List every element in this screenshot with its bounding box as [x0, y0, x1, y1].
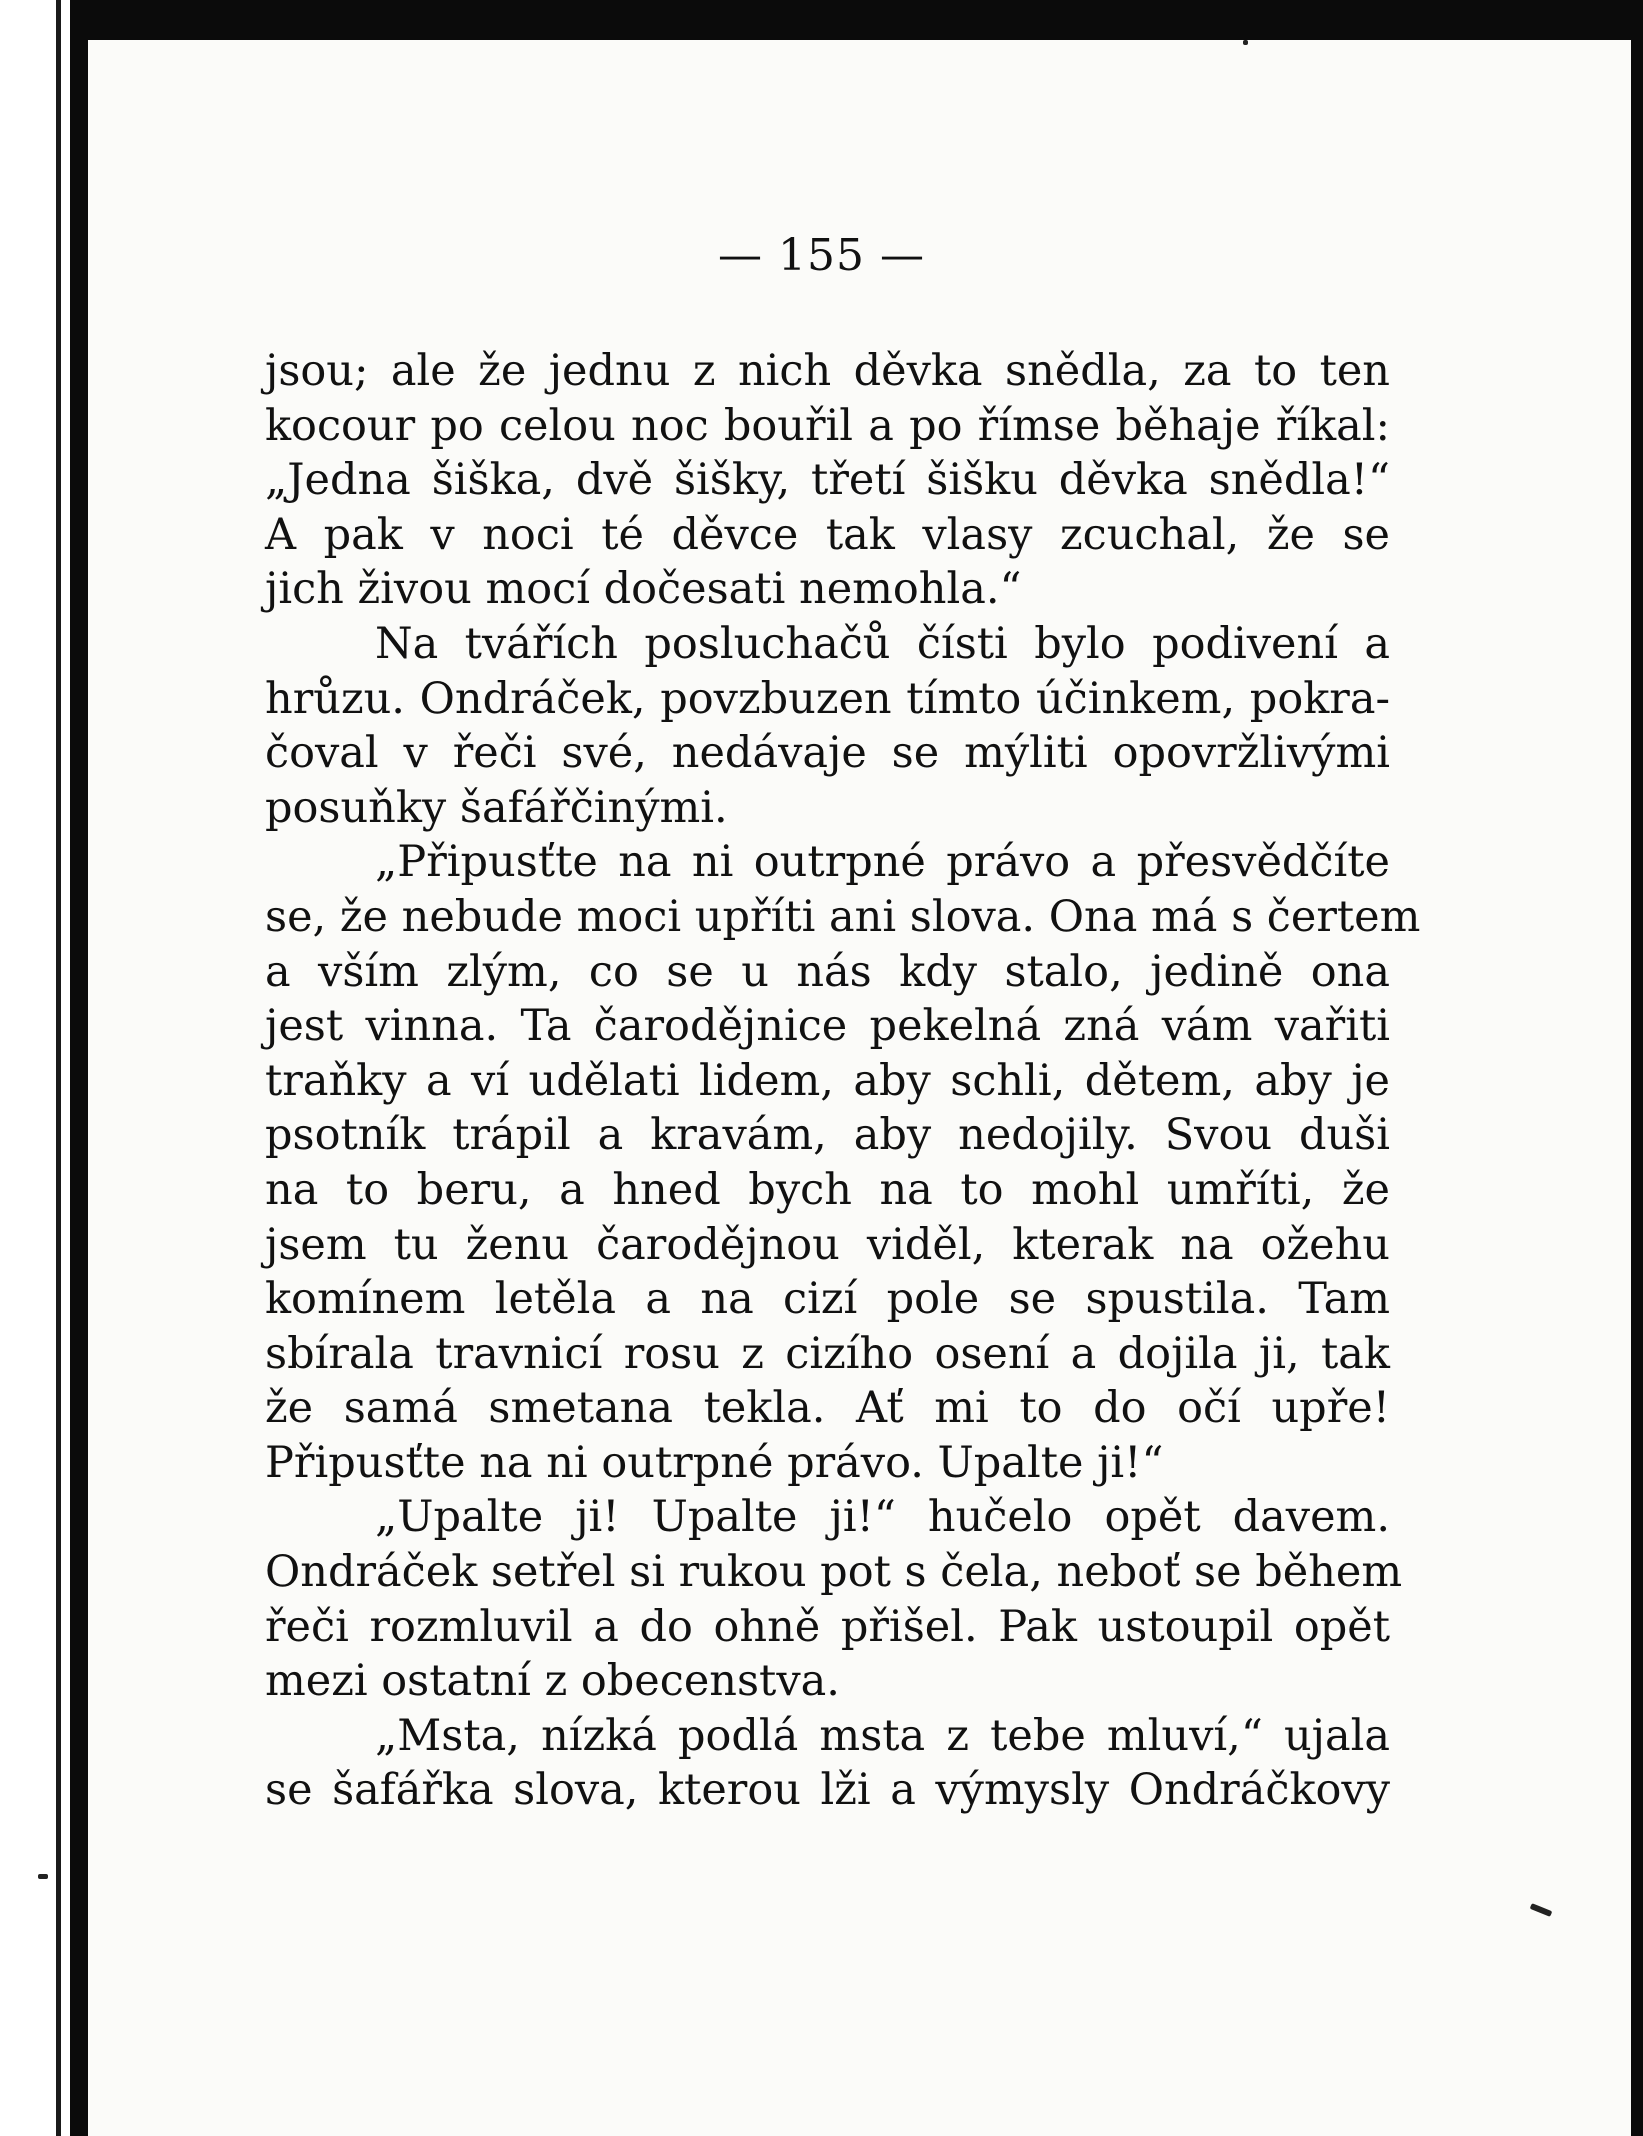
text-line: „Upalte ji! Upalte ji!“ hučelo opět davem. — [375, 1492, 1390, 1543]
text-line: Připusťte na ni outrpné právo. Upalte ji!“ — [265, 1437, 1164, 1488]
text-line: na to beru, a hned bych na to mohl umříti, že — [265, 1164, 1390, 1215]
text-line: jich živou mocí dočesati nemohla.“ — [265, 564, 1022, 615]
text-line: Na tvářích posluchačů čísti bylo podivení a — [375, 618, 1390, 669]
text-line: řeči rozmluvil a do ohně přišel. Pak ustoupil opět — [265, 1601, 1390, 1652]
text-line: sbírala travnicí rosu z cizího osení a dojila ji, tak — [265, 1328, 1390, 1379]
text-line: psotník trápil a kravám, aby nedojily. Svou duši — [265, 1110, 1390, 1161]
page-number: — 155 — — [718, 230, 925, 281]
text-line: se, že nebude moci upříti ani slova. Ona má s čertem — [265, 891, 1421, 942]
text-line: „Msta, nízká podlá msta z tebe mluví,“ ujala — [375, 1710, 1390, 1761]
scan-speck — [38, 1874, 48, 1879]
text-line: komínem letěla a na cizí pole se spustila. Tam — [265, 1274, 1390, 1325]
text-line: „Jedna šiška, dvě šišky, třetí šišku děvka snědla!“ — [265, 455, 1390, 506]
text-line: že samá smetana tekla. Ať mi to do očí upře! — [265, 1383, 1390, 1434]
text-line: A pak v noci té děvce tak vlasy zcuchal, že se — [265, 509, 1390, 560]
adjacent-page-border — [56, 0, 61, 2136]
text-line: posuňky šafářčinými. — [265, 782, 728, 833]
scan-right-border — [1631, 40, 1643, 2136]
text-line: Ondráček setřel si rukou pot s čela, neboť se během — [265, 1547, 1403, 1598]
text-line: jest vinna. Ta čarodějnice pekelná zná vám vařiti — [265, 1001, 1390, 1052]
text-line: čoval v řeči své, nedávaje se mýliti opovržlivými — [265, 728, 1390, 779]
text-line: jsem tu ženu čarodějnou viděl, kterak na ožehu — [265, 1219, 1390, 1270]
text-line: a vším zlým, co se u nás kdy stalo, jedině ona — [265, 946, 1390, 997]
text-line: jsou; ale že jednu z nich děvka snědla, za to ten — [265, 346, 1390, 396]
scan-speck — [1243, 40, 1248, 45]
adjacent-page-edge — [0, 0, 60, 2136]
book-spine-shadow — [70, 30, 88, 2136]
text-line: se šafářka slova, kterou lži a výmysly Ondráčkovy — [265, 1765, 1390, 1816]
body-text — [265, 344, 1421, 1818]
text-line: kocour po celou noc bouřil a po římse běhaje říkal: — [265, 400, 1390, 451]
text-line: mezi ostatní z obecenstva. — [265, 1656, 840, 1707]
text-line: hrůzu. Ondráček, povzbuzen tímto účinkem, pokra- — [265, 673, 1390, 724]
text-line: traňky a ví udělati lidem, aby schli, dětem, aby je — [265, 1055, 1390, 1106]
scan-top-border — [70, 0, 1643, 40]
text-line: „Připusťte na ni outrpné právo a přesvědčíte — [375, 837, 1390, 888]
